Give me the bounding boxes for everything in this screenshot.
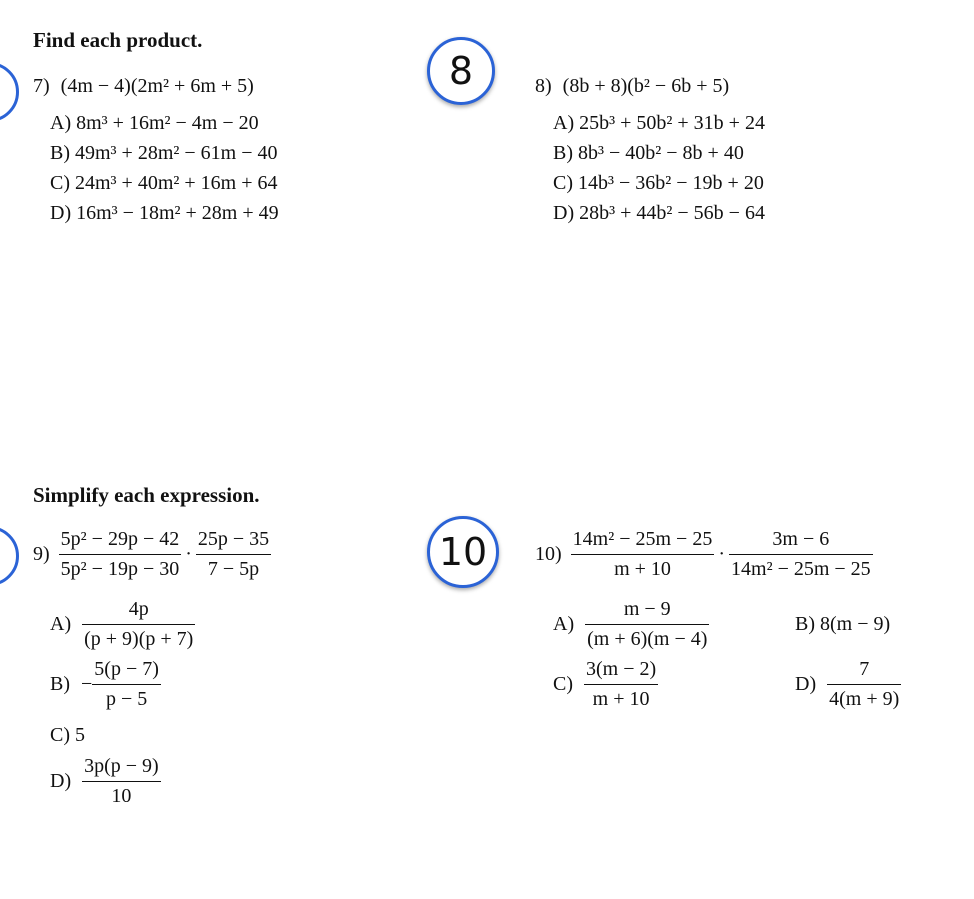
problem-10 [535,528,873,581]
problem-7-choice-d[interactable]: D) 16m³ − 18m² + 28m + 49 [50,202,279,224]
problem-8 [535,76,729,96]
problem-9-choice-d[interactable]: D) $\frac{3p(p - 9)}{10}$ [50,755,159,807]
problem-10-choice-c[interactable]: C) $\frac{3(m - 2)}{m + 10}$ [553,658,657,710]
partial-badge-left-bottom [0,526,19,586]
section-heading-find-product: Find each product. [33,28,203,52]
problem-9-fraction-2: $\frac{25p - 35}{7 - 5p}$ [197,528,270,580]
problem-7-choice-c[interactable]: C) 24m³ + 40m² + 16m + 64 [50,172,278,194]
problem-8-choice-b[interactable]: B) 8b³ − 40b² − 8b + 40 [553,142,744,164]
problem-10-choice-b[interactable]: B) 8(m − 9) [795,613,891,635]
problem-8-choice-c[interactable]: C) 14b³ − 36b² − 19b + 20 [553,172,764,194]
problem-10-fraction-2: $\frac{3m - 6}{\text{14m² − 25m − 25}}$ [731,528,871,580]
problem-10-label: 10) [535,543,562,565]
problem-9 [33,528,271,581]
problem-7-choice-b[interactable]: B) 49m³ + 28m² − 61m − 40 [50,142,278,164]
problem-9-label: 9) [33,543,50,565]
problem-9-choice-c[interactable]: C) 5 [50,724,85,746]
multiply-dot: · [185,543,192,565]
problem-10-choice-a[interactable]: A) $\frac{m - 9}{(m + 6)(m - 4)}$ [553,598,708,650]
partial-badge-left-top [0,62,19,122]
problem-number-badge-8: 8 [427,37,495,105]
problem-8-choice-a[interactable]: A) 25b³ + 50b² + 31b + 24 [553,112,765,134]
problem-10-choice-d[interactable]: D) $\frac{7}{4(m + 9)}$ [795,658,900,710]
problem-number-badge-10: 10 [427,516,499,588]
problem-7-expression: (4m − 4)(2m² + 6m + 5) [60,75,254,97]
problem-7-choice-a[interactable]: A) 8m³ + 16m² − 4m − 20 [50,112,259,134]
problem-8-expression: (8b + 8)(b² − 6b + 5) [562,75,730,97]
problem-8-choice-d[interactable]: D) 28b³ + 44b² − 56b − 64 [553,202,765,224]
problem-9-fraction-1: $\frac{\text{5p² − 29p − 42}}{\text{5p² − 19p − 30}}$ [60,528,180,580]
problem-7 [33,76,254,96]
problem-10-fraction-1: $\frac{\text{14m² − 25m − 25}}{m + 10}$ [572,528,713,580]
section-heading-simplify: Simplify each expression. [33,483,260,507]
multiply-dot: · [718,543,726,565]
problem-9-choice-b[interactable]: B) − $\frac{5(p - 7)}{p - 5}$ [50,658,159,710]
problem-8-label: 8) [535,75,552,97]
problem-9-choice-a[interactable]: A) $\frac{4p}{(p + 9)(p + 7)}$ [50,598,194,650]
problem-7-label: 7) [33,75,50,97]
